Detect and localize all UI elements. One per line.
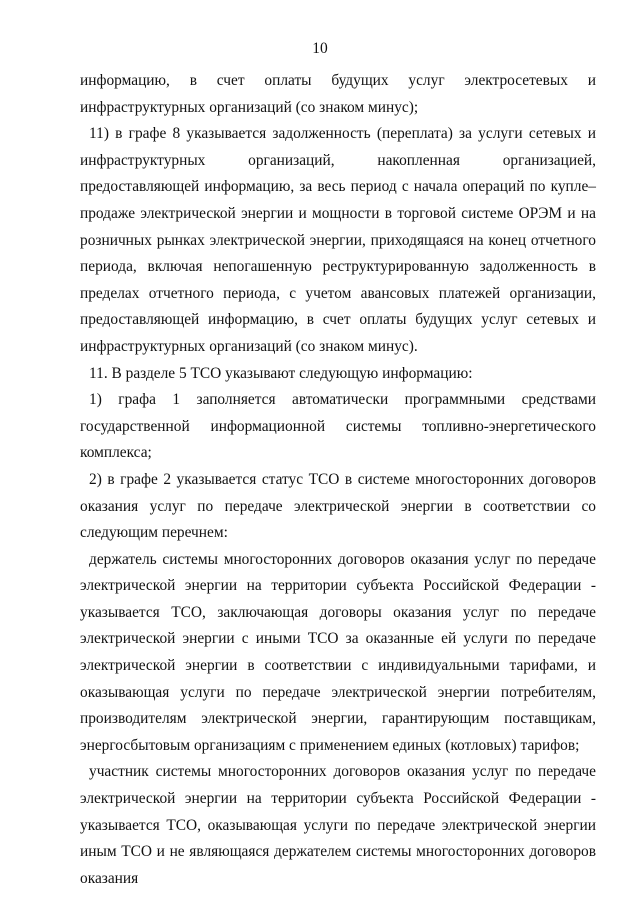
page-number: 10 [312, 40, 328, 57]
paragraph: держатель системы многосторонних договоров оказания услуг по передаче электрической энергии на территории субъекта Российской Федерации - указывается ТСО, заключающая договоры оказания услуг по передаче электрической энергии с иными ТСО за оказанные ей услуги по передаче электрической энергии в соответствии с индивидуальными тарифами, и оказывающая услуги по передаче электрической энергии потребителям, производителям электрической энергии, гарантирующим поставщикам, энергосбытовым организациям с применением единых (котловых) тарифов; [80, 550, 596, 754]
paragraph: 1) графа 1 заполняется автоматически программными средствами государственной информационной системы топливно-энергетического комплекса; [80, 391, 596, 462]
document-body [80, 68, 596, 892]
paragraph: 2) в графе 2 указывается статус ТСО в системе многосторонних договоров оказания услуг по передаче электрической энергии в соответствии со следующим перечнем: [80, 470, 596, 542]
paragraph: участник системы многосторонних договоров оказания услуг по передаче электрической энергии на территории субъекта Российской Федерации - указывается ТСО, оказывающая услуги по передаче электрической энергии иным ТСО и не являющаяся держателем системы многосторонних договоров оказания [80, 763, 596, 887]
paragraph: 11) в графе 8 указывается задолженность (переплата) за услуги сетевых и инфраструктурных организаций, накопленная организацией, предоставляющей информацию, за весь период с начала операций по купле–продаже электрической энергии и мощности в торговой системе ОРЭМ и на розничных рынках электрической энергии, приходящаяся на конец отчетного периода, включая непогашенную реструктурированную задолженность в пределах отчетного периода, с учетом авансовых платежей организации, предоставляющей информацию, в счет оплаты будущих услуг сетевых и инфраструктурных организаций (со знаком минус). [80, 125, 596, 355]
paragraph: информацию, в счет оплаты будущих услуг электросетевых и инфраструктурных организаций (со знаком минус); [80, 72, 596, 116]
paragraph: 11. В разделе 5 ТСО указывают следующую информацию: [89, 364, 473, 382]
